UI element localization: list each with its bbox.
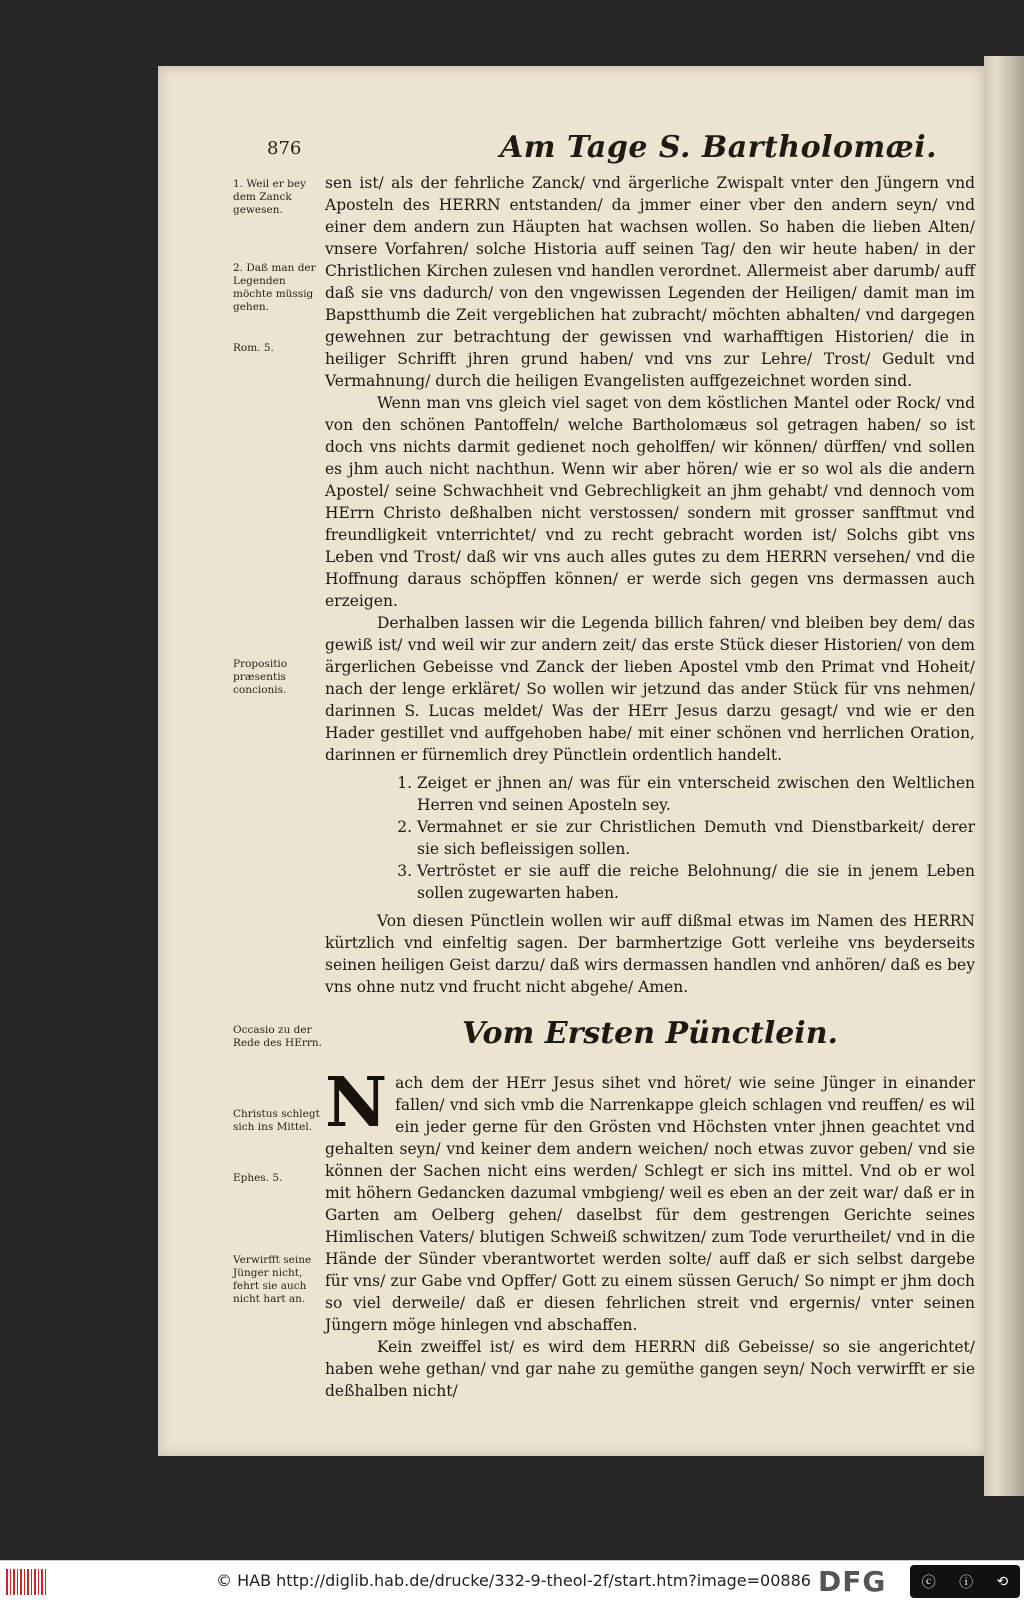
margin-note: Ephes. 5. <box>233 1172 283 1184</box>
paragraph: sen ist/ als der fehrliche Zanck/ vnd ärgerliche Zwispalt vnter den Jüngern vnd Aposteln des HERRN entstanden/ da jmmer einer vber den andern seyn/ vnd einer dem andern zun Häupten hat wachsen wollen. So haben die lieben Alten/ vnsere Vorfahren/ solche Historia auff seinen Tag/ den wir heute haben/ in der Christlichen Kirchen zulesen vnd handlen verordnet. Allermeist aber darumb/ auff daß sie vns dadurch/ von den vngewissen Legenden der Heiligen/ damit man im Bapstthumb die Zeit vergeblichen hat zubracht/ möchten abhalten/ vnd dargegen gewehnen zur betrachtung der gewissen vnd warhafftigen Historien/ die in heiliger Schrifft jhren grund haben/ vnd vns zur Lehre/ Trost/ Gedult vnd Vermahnung/ durch die heiligen Evangelisten auffgezeichnet worden sind. <box>325 174 975 390</box>
next-page-edge <box>984 56 1024 1496</box>
section-title: Vom Ersten Pünctlein. <box>462 1016 838 1051</box>
page-number: 876 <box>267 138 302 159</box>
sa-icon: ⟲ <box>996 1573 1009 1590</box>
viewer-footer <box>0 1560 1024 1602</box>
section-paragraph-text: ach dem der HErr Jesus sihet vnd höret/ wie seine Jünger in einander fallen/ vnd sich vmb die Narrenkappe gleich schlagen vnd reuffen/ es wil ein jeder gerne für den Grösten vnd Höchsten vnter jhnen geachtet vnd gehalten seyn/ vnd keiner dem andern weichen/ noch etwas zuvor geben/ vnd sie können der Sachen nicht eins werden/ Schlegt er sich ins mittel. Vnd ob er wol mit höhern Gedancken dazumal vmbgieng/ weil es eben an der zeit war/ daß er in Garten am Oelberg gehen/ daselbst für dem gestrengen Gerichte seines Himlischen Vaters/ blutigen Schweiß schwitzen/ zum Tode verurtheilet/ vnd in die Hände der Sünder vberantwortet werden solte/ auff daß er sich selbst dargebe für vns/ zur Gabe vnd Opffer/ Gott zu einem süssen Geruch/ So nimpt er jhm doch so viel derweile/ daß er diesen fehrlichen streit vnd ergernis/ vnter seinen Jüngern möge hinlegen vnd abschaffen. <box>325 1074 975 1334</box>
list-item: 3. Vertröstet er sie auff die reiche Belohnung/ die sie in jenem Leben sollen zugewarten haben. <box>417 860 975 904</box>
margin-note: Christus schlegt sich ins Mittel. <box>233 1108 320 1133</box>
hab-barcode-icon <box>6 1569 46 1595</box>
cc-by-sa-icon[interactable] <box>910 1565 1020 1598</box>
margin-note: 1. Weil er bey dem Zanck gewesen. <box>233 178 306 216</box>
points-list <box>325 772 975 904</box>
footer-source-link[interactable]: © HAB http://diglib.hab.de/drucke/332-9-theol-2f/start.htm?image=00886 <box>216 1571 811 1590</box>
main-text <box>325 172 975 1402</box>
by-icon: ⓘ <box>959 1574 974 1591</box>
margin-note: Propositio præsentis concionis. <box>233 658 288 696</box>
paragraph: Wenn man vns gleich viel saget von dem köstlichen Mantel oder Rock/ vnd von den schönen Pantoffeln/ welche Bartholomæus sol getragen haben/ so ist doch vns nichts darmit gedienet noch geholffen/ wir können/ dürffen/ vnd sollen es jhm auch nicht nachthun. Wenn wir aber hören/ wie er so wol als die andern Apostel/ seine Schwachheit vnd Gebrechligkeit an jhm gehabt/ vnd dennoch vom HErrn Christo deßhalben nicht verstossen/ sondern mit grosser sanfftmut vnd freundligkeit vnterrichtet/ vnd zu recht gebracht worden ist/ Solchs gibt vns Leben vnd Trost/ daß wir vns auch alles gutes zu dem HERRN versehen/ vnd die Hoffnung daraus schöpffen können/ er werde sich gegen vns dermassen auch erzeigen. <box>325 394 975 610</box>
section-paragraph <box>325 1063 975 1336</box>
list-item: 2. Vermahnet er sie zur Christlichen Demuth vnd Dienstbarkeit/ derer sie sich befleissigen sollen. <box>417 816 975 860</box>
cc-icon: ⓒ <box>921 1574 936 1591</box>
paragraph: Kein zweiffel ist/ es wird dem HERRN diß Gebeisse/ so sie angerichtet/ haben wehe gethan/ vnd gar nahe zu gemüthe gangen seyn/ Noch verwirfft er sie deßhalben nicht/ <box>325 1338 975 1400</box>
list-item: 1. Zeiget er jhnen an/ was für ein vnterscheid zwischen den Weltlichen Herren vnd seinen Aposteln sey. <box>417 772 975 816</box>
paragraph: Derhalben lassen wir die Legenda billich fahren/ vnd bleiben bey dem/ das gewiß ist/ vnd weil wir zur andern zeit/ das erste Stück dieser Historien/ von dem ärgerlichen Gebeisse vnd Zanck der lieben Apostel vmb den Primat vnd Hoheit/ nach der lenge erkläret/ So wollen wir jetzund das ander Stück für vns nehmen/ darinnen S. Lucas meldet/ Was der HErr Jesus darzu gesagt/ vnd wie er den Hader gestillet vnd auffgehoben habe/ mit einer schönen vnd herrlichen Oration, darinnen er fürnemlich drey Pünctlein ordentlich handelt. <box>325 614 975 764</box>
margin-note: Occasio zu der Rede des HErrn. <box>233 1024 323 1049</box>
running-head: Am Tage S. Bartholomæi. <box>500 130 938 165</box>
margin-note: Verwirfft seine Jünger nicht, fehrt sie auch nicht hart an. <box>233 1254 312 1305</box>
margin-note: 2. Daß man der Legenden möchte müssig gehen. <box>233 262 316 313</box>
margin-note: Rom. 5. <box>233 342 274 354</box>
paragraph: Von diesen Pünctlein wollen wir auff dißmal etwas im Namen des HERRN kürtzlich vnd einfeltig sagen. Der barmhertzige Gott verleihe vns beyderseits seinen heiligen Geist darzu/ daß wirs dermassen handlen vnd anhören/ daß es bey vns ohne nutz vnd frucht nicht abgehe/ Amen. <box>325 912 975 996</box>
dfg-logo: DFG <box>818 1565 887 1598</box>
drop-cap: N <box>325 1063 388 1143</box>
